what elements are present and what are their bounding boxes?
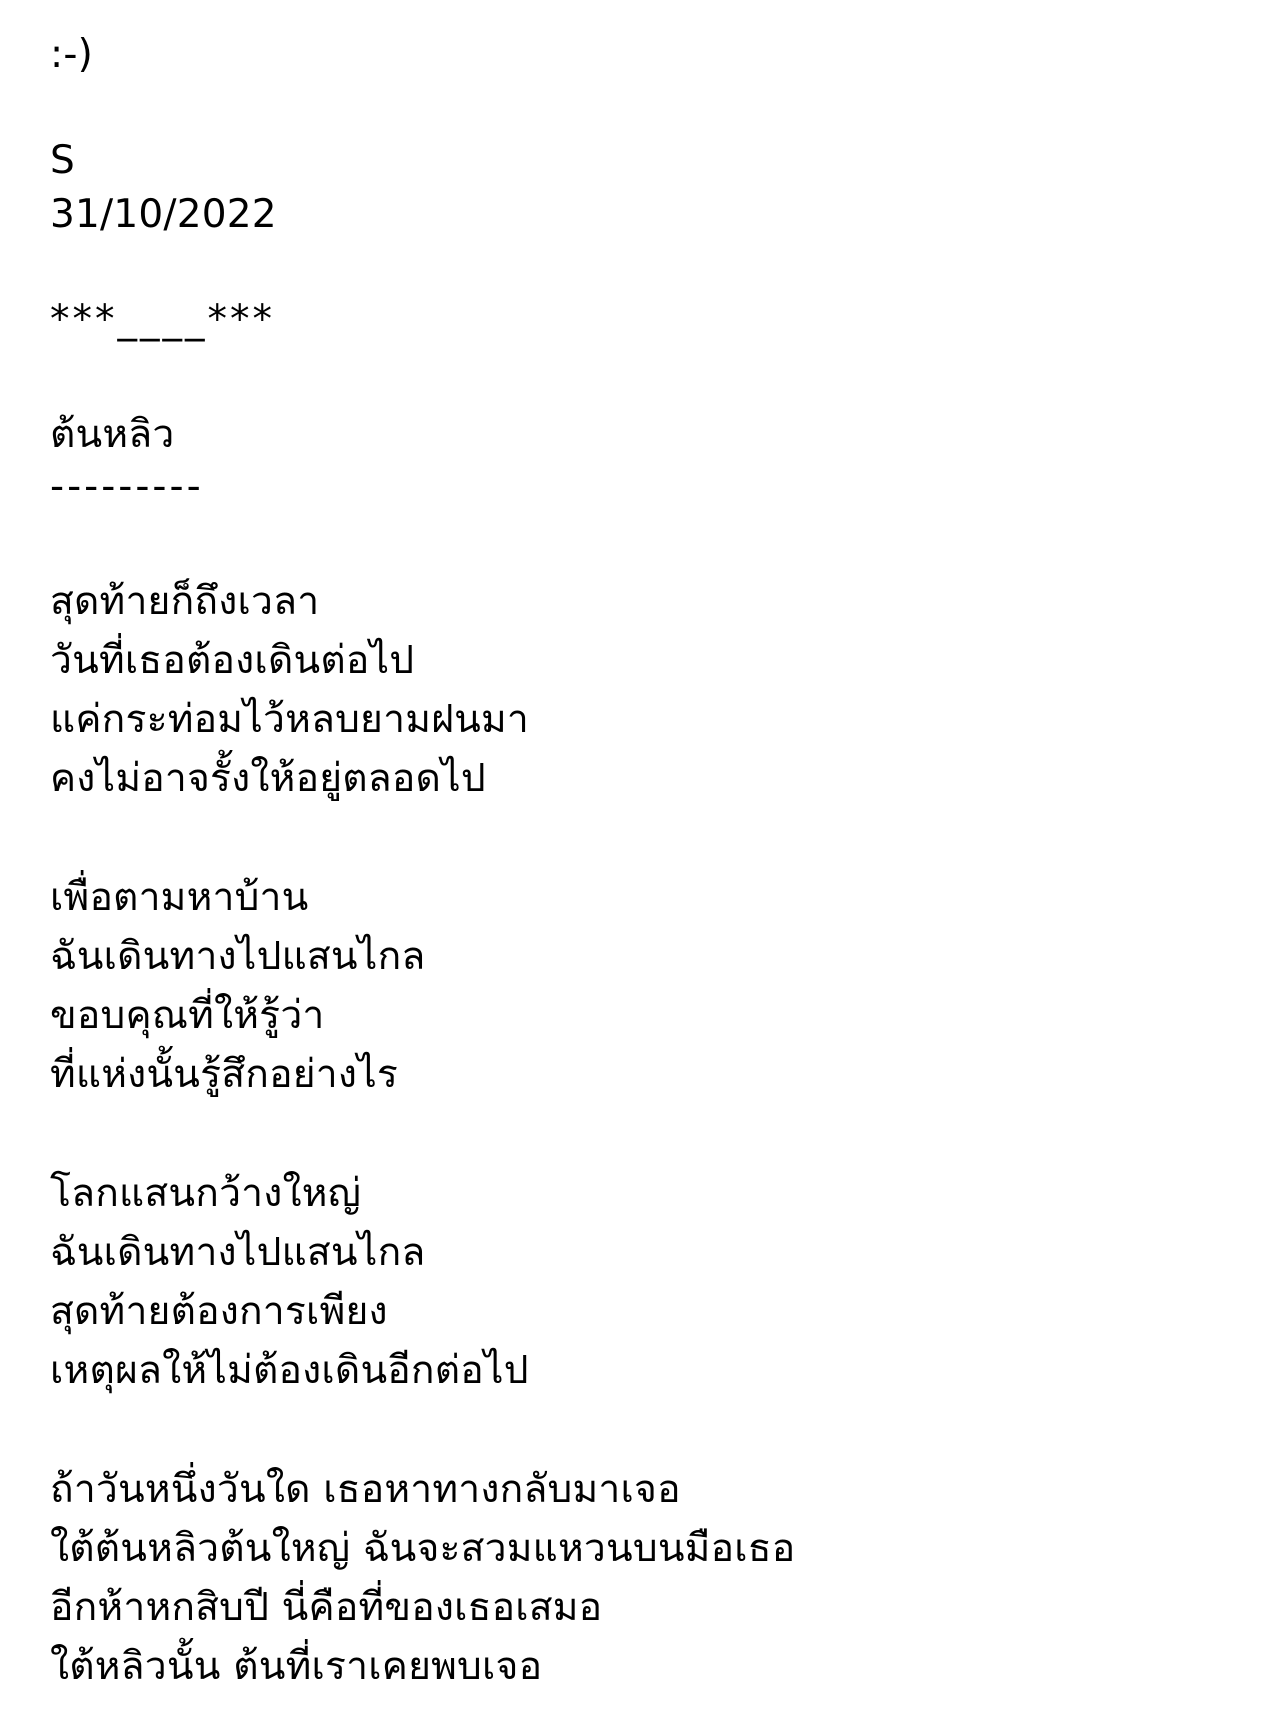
stanza-4-line-2: ใต้ต้นหลิวต้นใหญ่ ฉันจะสวมแหวนบนมือเธอ bbox=[50, 1526, 796, 1571]
stanza-3-line-4: เหตุผลให้ไม่ต้องเดินอีกต่อไป bbox=[50, 1348, 529, 1393]
date-text: 31/10/2022 bbox=[50, 192, 277, 237]
signature-text: S bbox=[50, 138, 75, 183]
stanza-3-line-2: ฉันเดินทางไปแสนไกล bbox=[50, 1230, 426, 1275]
stanza-1-line-2: วันที่เธอต้องเดินต่อไป bbox=[50, 638, 415, 683]
stanza-2-line-2: ฉันเดินทางไปแสนไกล bbox=[50, 934, 426, 979]
stanza-3-line-3: สุดท้ายต้องการเพียง bbox=[50, 1289, 388, 1334]
stanza-4-line-3: อีกห้าหกสิบปี นี่คือที่ของเธอเสมอ bbox=[50, 1585, 603, 1630]
stanza-2-line-4: ที่แห่งนั้นรู้สึกอย่างไร bbox=[50, 1052, 399, 1097]
poem-title: ต้นหลิว bbox=[50, 412, 175, 457]
stanza-1-line-1: สุดท้ายก็ถึงเวลา bbox=[50, 579, 320, 624]
stanza-2-line-3: ขอบคุณที่ให้รู้ว่า bbox=[50, 993, 325, 1038]
stanza-4-line-1: ถ้าวันหนึ่งวันใด เธอหาทางกลับมาเจอ bbox=[50, 1467, 681, 1512]
smiley-text: :-) bbox=[50, 32, 94, 77]
stanza-4-line-4: ใต้หลิวนั้น ต้นที่เราเคยพบเจอ bbox=[50, 1644, 543, 1689]
poem-title-underline: --------- bbox=[50, 464, 204, 509]
stanza-2-line-1: เพื่อตามหาบ้าน bbox=[50, 875, 309, 920]
stanza-3-line-1: โลกแสนกว้างใหญ่ bbox=[50, 1171, 362, 1216]
section-divider: ***____*** bbox=[50, 297, 275, 342]
stanza-1-line-3: แค่กระท่อมไว้หลบยามฝนมา bbox=[50, 697, 530, 742]
stanza-1-line-4: คงไม่อาจรั้งให้อยู่ตลอดไป bbox=[50, 756, 486, 801]
